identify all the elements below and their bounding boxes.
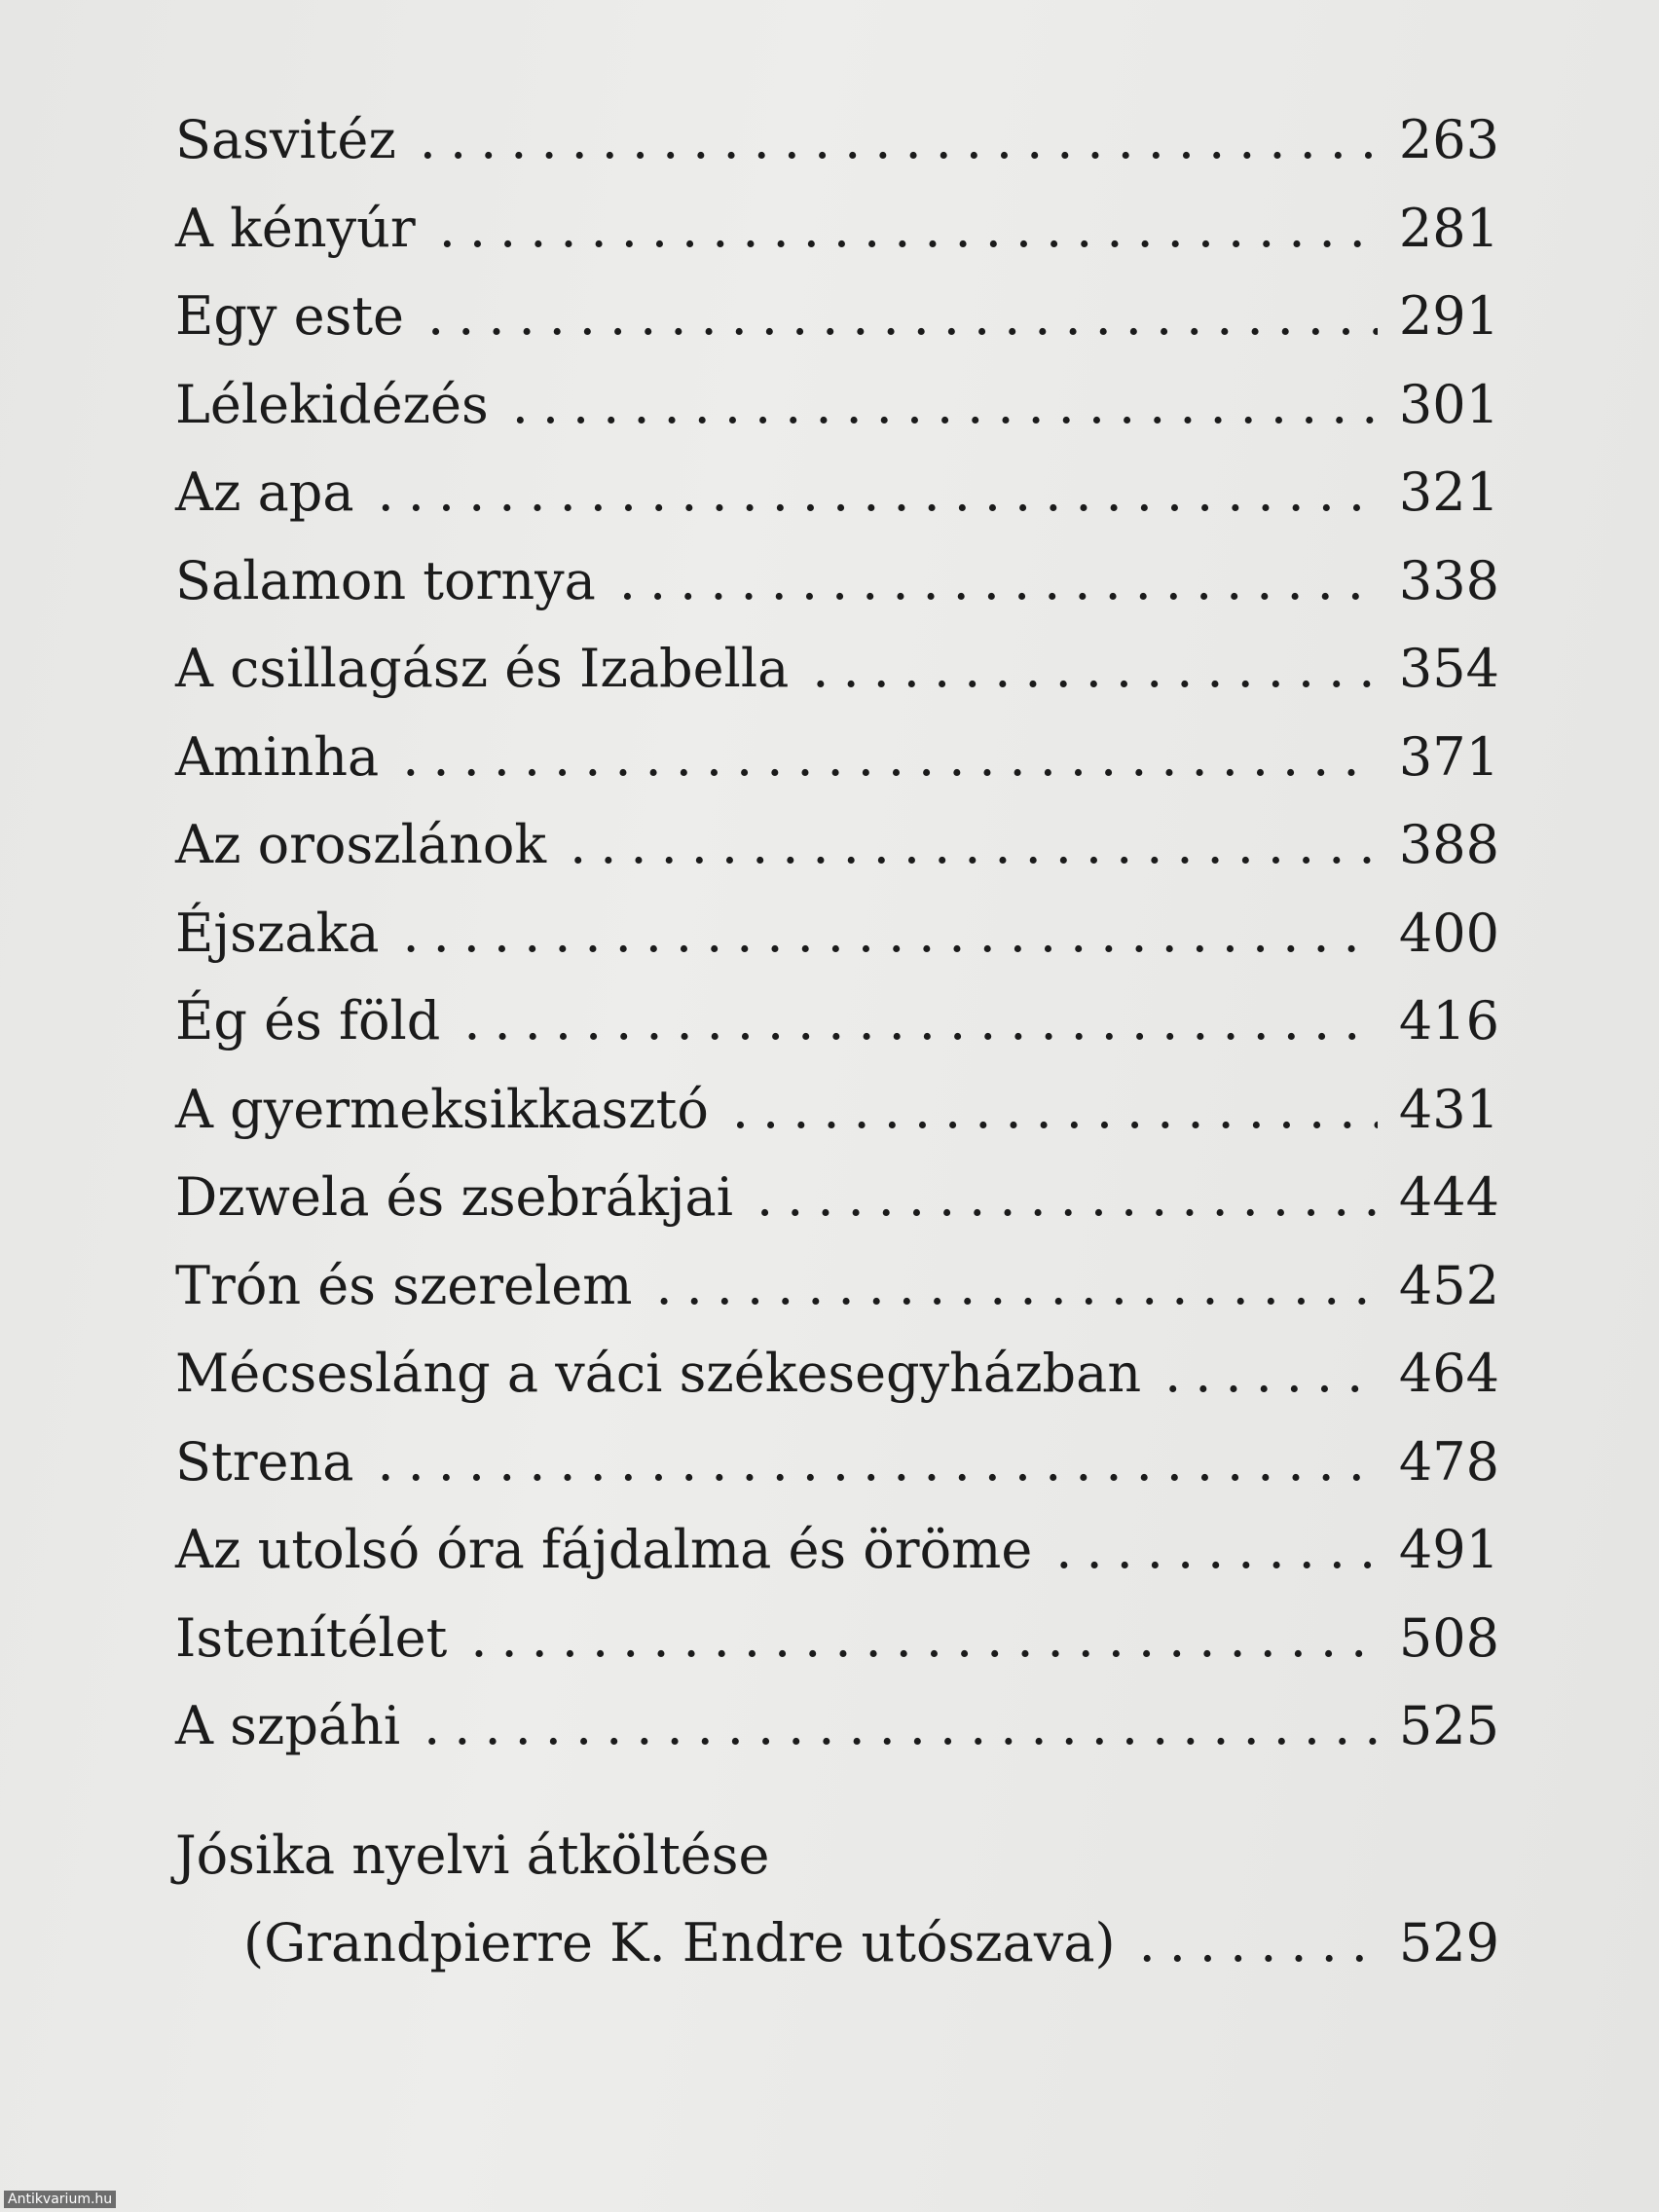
- dot-leader: [439, 198, 1378, 259]
- toc-entry: [175, 814, 1499, 903]
- toc-entry-title: Mécsesláng a váci székesegyházban: [175, 1343, 1142, 1404]
- toc-entry: [175, 1607, 1499, 1696]
- afterword-title: Jósika nyelvi átköltése: [175, 1824, 770, 1886]
- dot-leader: [1055, 1519, 1378, 1580]
- toc-entry-title: Istenítélet: [175, 1606, 448, 1669]
- dot-leader: [512, 374, 1378, 435]
- toc-entry-page: 371: [1398, 725, 1499, 788]
- toc-entry-page: 388: [1398, 814, 1499, 875]
- toc-entry: [175, 726, 1499, 815]
- dot-leader: [402, 903, 1377, 964]
- toc-entry-title: Strena: [175, 1430, 354, 1493]
- toc-entry-page: 400: [1398, 902, 1499, 964]
- toc-entry-page: 464: [1398, 1343, 1499, 1404]
- toc-entry: [175, 374, 1499, 462]
- toc-entry-title: Ég és föld: [175, 990, 441, 1051]
- toc-entry-page: 301: [1398, 373, 1499, 435]
- toc-entry: [175, 1343, 1499, 1431]
- dot-leader: [732, 1079, 1378, 1140]
- toc-entry: [175, 903, 1499, 991]
- dot-leader: [427, 285, 1378, 347]
- dot-leader: [424, 1695, 1378, 1756]
- toc-entry: [175, 1695, 1499, 1784]
- toc-entry-title: Egy este: [175, 285, 404, 347]
- toc-entry-page: 444: [1398, 1166, 1499, 1228]
- toc-entry: [175, 1431, 1499, 1520]
- dot-leader: [756, 1166, 1378, 1228]
- section-spacer: [175, 1784, 1499, 1825]
- source-watermark: Antikvarium.hu: [4, 2191, 116, 2208]
- toc-entry-title: A kényúr: [175, 197, 416, 259]
- dot-leader: [378, 461, 1378, 523]
- toc-entry: [175, 990, 1499, 1079]
- dot-leader: [377, 1431, 1377, 1493]
- toc-entry: [175, 109, 1499, 198]
- afterword-page: 529: [1398, 1912, 1499, 1973]
- toc-entry-page: 525: [1398, 1695, 1499, 1756]
- toc-entry: [175, 198, 1499, 286]
- dot-leader: [655, 1255, 1377, 1316]
- toc-entry-title: Az utolsó óra fájdalma és öröme: [175, 1519, 1033, 1580]
- dot-leader: [463, 990, 1378, 1051]
- toc-entry-page: 416: [1398, 990, 1499, 1051]
- afterword-entry: [175, 1912, 1499, 2001]
- toc-entry: [175, 1255, 1499, 1344]
- toc-entry-title: Dzwela és zsebrákjai: [175, 1166, 734, 1228]
- table-of-contents: [175, 109, 1499, 2001]
- toc-entry-page: 338: [1398, 549, 1499, 611]
- toc-entry: [175, 1519, 1499, 1607]
- toc-entry-title: Éjszaka: [175, 902, 380, 964]
- dot-leader: [420, 109, 1378, 170]
- toc-entry-title: A szpáhi: [175, 1695, 401, 1756]
- toc-entry-page: 354: [1398, 638, 1499, 699]
- toc-entry-page: 431: [1398, 1078, 1499, 1140]
- toc-entry-page: 491: [1398, 1519, 1499, 1580]
- toc-entry-page: 478: [1398, 1430, 1499, 1493]
- dot-leader: [1164, 1343, 1378, 1404]
- dot-leader: [619, 550, 1378, 611]
- toc-entry-title: A gyermeksikkasztó: [175, 1078, 709, 1140]
- toc-entry-title: Salamon tornya: [175, 549, 596, 611]
- toc-entry: [175, 285, 1499, 374]
- dot-leader: [402, 726, 1378, 788]
- toc-entry-title: Aminha: [175, 725, 380, 788]
- dot-leader: [570, 814, 1378, 875]
- toc-entry-title: Sasvitéz: [175, 109, 396, 170]
- toc-entry-page: 291: [1398, 285, 1499, 347]
- afterword-subtitle: (Grandpierre K. Endre utószava): [243, 1912, 1116, 1973]
- toc-entry-page: 263: [1398, 109, 1499, 170]
- toc-entry-page: 281: [1398, 197, 1499, 259]
- toc-entry-page: 508: [1398, 1606, 1499, 1669]
- toc-entry-title: Lélekidézés: [175, 373, 489, 435]
- toc-entry: [175, 461, 1499, 550]
- toc-entry: [175, 550, 1499, 639]
- toc-entry-page: 452: [1398, 1254, 1499, 1316]
- toc-entry: [175, 1166, 1499, 1255]
- toc-entry: [175, 1079, 1499, 1167]
- dot-leader: [1139, 1912, 1378, 1973]
- toc-entry-title: Trón és szerelem: [175, 1254, 633, 1316]
- toc-entry-title: Az oroszlánok: [175, 814, 547, 875]
- toc-entry-title: A csillagász és Izabella: [175, 638, 790, 699]
- dot-leader: [812, 638, 1378, 699]
- toc-entry-title: Az apa: [175, 461, 354, 523]
- toc-entry-page: 321: [1398, 461, 1499, 523]
- dot-leader: [470, 1607, 1378, 1669]
- afterword-title-row: [175, 1825, 1499, 1913]
- toc-entry: [175, 638, 1499, 726]
